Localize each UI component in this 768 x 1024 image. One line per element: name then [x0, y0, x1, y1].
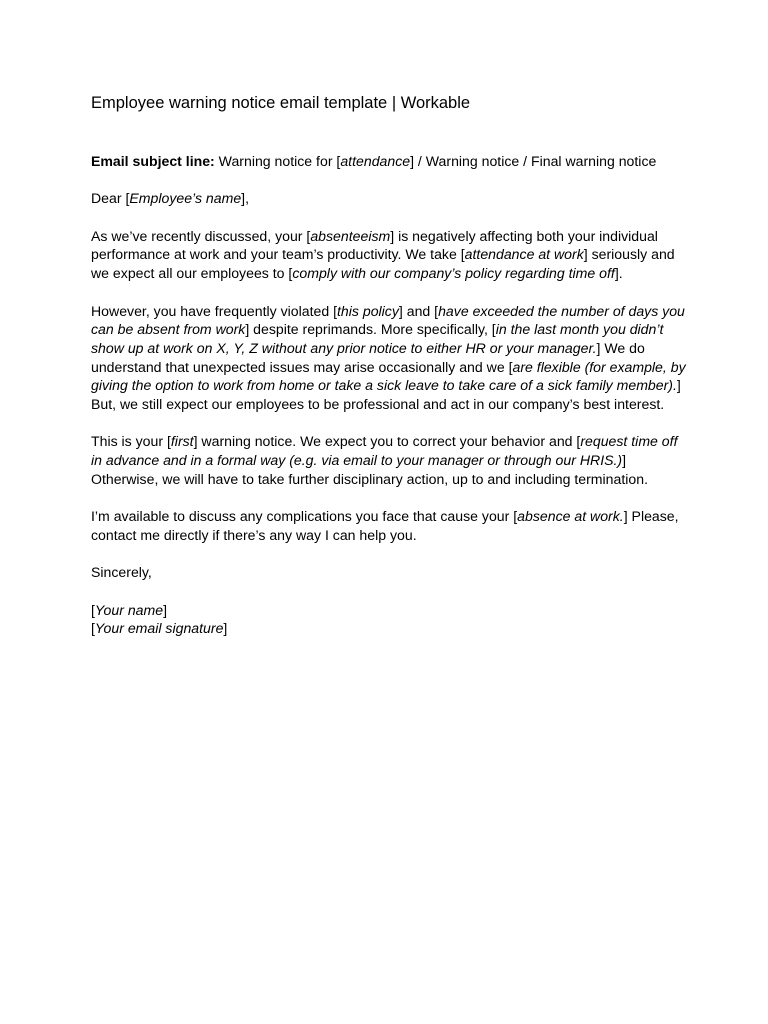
- paragraph-2: However, you have frequently violated [this policy] and [have exceeded the number of days you can be absent from work] despite reprimands. More specifically, [in the last month you didn’t show up at work on X, Y, Z without any prior notice to either HR or your manager.] We do understand that unexpected issues may arise occasionally and we [are flexible (for example, by giving the option to work from home or take a sick leave to take care of a sick family member).] But, we still expect our employees to be professional and act in our company’s best interest.: [91, 302, 686, 413]
- closing: Sincerely,: [91, 564, 152, 581]
- document-title: Employee warning notice email template | Workable: [91, 94, 471, 112]
- paragraph-3: This is your [first] warning notice. We expect you to correct your behavior and [request time off in advance and in a formal way (e.g. via email to your manager or through our HRIS.)] Otherwise, we will have to take further disciplinary action, up to and including termination.: [91, 433, 678, 487]
- signature-name: [Your name]: [91, 601, 168, 618]
- paragraph-1: As we’ve recently discussed, your [absenteeism] is negatively affecting both your individual performance at work and your team’s productivity. We take [attendance at work] seriously and we expect all our employees to [comply with our company’s policy regarding time off].: [91, 227, 675, 282]
- signature-block: [91, 601, 691, 638]
- subject-line: Email subject line: Warning notice for [attendance] / Warning notice / Final warning notice: [91, 153, 657, 169]
- signature-email: [Your email signature]: [91, 620, 228, 637]
- paragraph-4: I’m available to discuss any complications you face that cause your [absence at work.] Please, contact me directly if there’s any way I can help you.: [91, 508, 679, 543]
- subject-label: Email subject line:: [91, 153, 215, 169]
- document-content: [91, 93, 691, 657]
- employee-name-placeholder: Employee’s name: [129, 190, 242, 207]
- greeting: Dear [Employee’s name],: [91, 190, 250, 207]
